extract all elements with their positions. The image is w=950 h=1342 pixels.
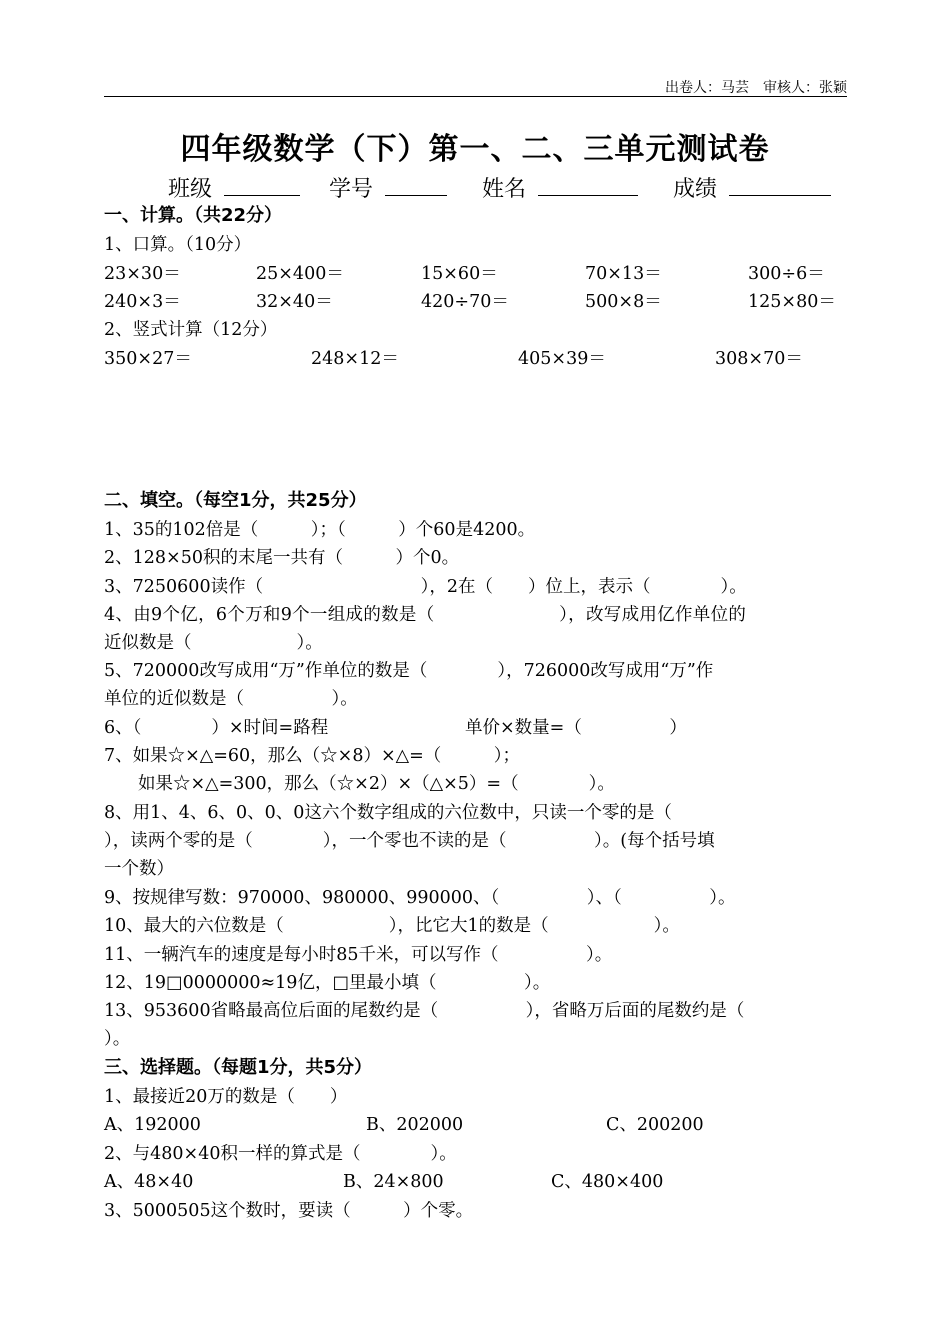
- score-field: [673, 172, 831, 203]
- vertical-calc-title: 2、竖式计算（12分）: [104, 320, 278, 340]
- oral-calc-title: 1、口算。（10分）: [104, 235, 252, 255]
- choice-question-1: 1、最接近20万的数是（ ）: [104, 1087, 348, 1107]
- fill-question-5-cont: 单位的近似数是（ ）。: [104, 689, 358, 709]
- fill-question-13: 13、953600省略最高位后面的尾数约是（ ），省略万后面的尾数约是（: [104, 1001, 745, 1021]
- page-title: 四年级数学（下）第一、二、三单元测试卷: [180, 132, 770, 167]
- fill-question-7: 7、如果☆×△=60，那么（☆×8）×△=（ ）；: [104, 746, 521, 766]
- fill-question-10: 10、最大的六位数是（ ），比它大1的数是（ ）。: [104, 916, 680, 936]
- oral-item: 125×80＝: [748, 292, 836, 312]
- fill-question-8-cont: ），读两个零的是（ ），一个零也不读的是（ ）。(每个括号填: [104, 831, 715, 851]
- score-label: 成绩: [673, 177, 718, 202]
- fill-question-2: 2、128×50积的末尾一共有（ ）个0。: [104, 548, 460, 568]
- fill-question-1: 1、35的102倍是（ ）；（ ）个60是4200。: [104, 520, 536, 540]
- student-id-field: [329, 172, 447, 203]
- choice-option: B、202000: [366, 1115, 464, 1135]
- name-field: [482, 172, 638, 203]
- section3-title: 三、选择题。（每题1分，共5分）: [104, 1057, 373, 1078]
- fill-question-4: 4、由9个亿，6个万和9个一组成的数是（ ），改写成用亿作单位的: [104, 605, 747, 625]
- fill-question-7-cont: 如果☆×△=300，那么（☆×2）×（△×5）=（ ）。: [138, 774, 615, 794]
- student-id-label: 学号: [329, 177, 374, 202]
- fill-question-3: 3、7250600读作（ ），2在（ ）位上，表示（ ）。: [104, 577, 747, 597]
- fill-question-8-note: 一个数）: [104, 859, 174, 879]
- choice-option: C、480×400: [551, 1172, 664, 1192]
- oral-item: 70×13＝: [585, 264, 662, 284]
- class-blank[interactable]: [224, 173, 300, 196]
- oral-item: 500×8＝: [585, 292, 662, 312]
- vertical-item: 405×39＝: [518, 349, 606, 369]
- fill-question-4-cont: 近似数是（ ）。: [104, 633, 323, 653]
- name-blank[interactable]: [538, 173, 638, 196]
- name-label: 姓名: [482, 177, 527, 202]
- student-id-blank[interactable]: [385, 173, 447, 196]
- class-label: 班级: [168, 177, 213, 202]
- oral-item: 23×30＝: [104, 264, 181, 284]
- section1-title: 一、计算。（共22分）: [104, 205, 283, 226]
- oral-item: 32×40＝: [256, 292, 333, 312]
- oral-item: 15×60＝: [421, 264, 498, 284]
- score-blank[interactable]: [729, 173, 831, 196]
- student-info-row: [168, 172, 853, 203]
- oral-item: 420÷70＝: [421, 292, 509, 312]
- class-field: [168, 172, 300, 203]
- fill-question-9: 9、按规律写数：970000、980000、990000、（ ）、（ ）。: [104, 888, 736, 908]
- choice-question-2: 2、与480×40积一样的算式是（ ）。: [104, 1144, 457, 1164]
- fill-question-5: 5、720000改写成用“万”作单位的数是（ ），726000改写成用“万”作: [104, 661, 714, 681]
- vertical-item: 350×27＝: [104, 349, 192, 369]
- fill-question-6b: 单价×数量=（ ）: [465, 718, 687, 738]
- header-divider: [104, 96, 847, 97]
- oral-item: 300÷6＝: [748, 264, 825, 284]
- oral-item: 240×3＝: [104, 292, 181, 312]
- author-note: 出卷人：马芸 审核人：张颖: [665, 80, 847, 96]
- choice-option: A、48×40: [104, 1172, 194, 1192]
- fill-question-11: 11、一辆汽车的速度是每小时85千米，可以写作（ ）。: [104, 945, 613, 965]
- oral-item: 25×400＝: [256, 264, 344, 284]
- fill-question-6a: 6、（ ）×时间=路程: [104, 718, 329, 738]
- fill-question-8: 8、用1、4、6、0、0、0这六个数字组成的六位数中，只读一个零的是（: [104, 803, 672, 823]
- choice-option: B、24×800: [343, 1172, 444, 1192]
- vertical-item: 248×12＝: [311, 349, 399, 369]
- section2-title: 二、填空。（每空1分，共25分）: [104, 490, 367, 511]
- choice-option: A、192000: [104, 1115, 201, 1135]
- choice-option: C、200200: [606, 1115, 704, 1135]
- vertical-item: 308×70＝: [715, 349, 803, 369]
- fill-question-12: 12、19□0000000≈19亿，□里最小填（ ）。: [104, 973, 551, 993]
- choice-question-3: 3、5000505这个数时，要读（ ）个零。: [104, 1201, 474, 1221]
- fill-question-13-cont: ）。: [104, 1029, 131, 1049]
